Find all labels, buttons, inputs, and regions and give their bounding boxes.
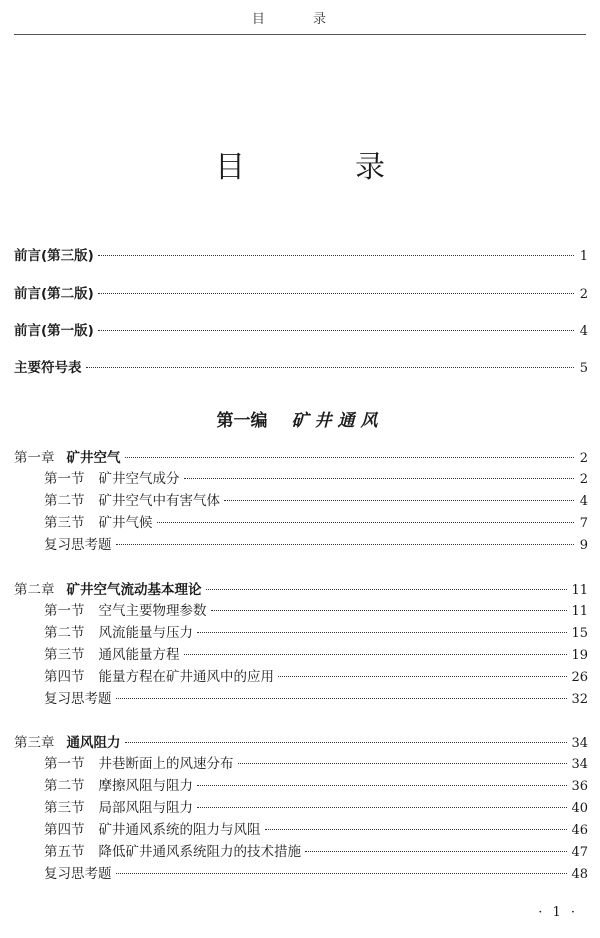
toc-entry-preface-1[interactable] <box>14 321 588 341</box>
toc-section-3-4[interactable] <box>44 820 588 840</box>
toc-page-number: 2 <box>579 451 588 466</box>
toc-page-number: 26 <box>571 670 588 685</box>
chapter-title: 矿井空气 <box>66 450 121 466</box>
section-title: 矿井空气中有害气体 <box>98 493 220 509</box>
toc-section-3-5[interactable] <box>44 842 588 862</box>
toc-review-questions-1[interactable] <box>44 535 588 555</box>
section-title: 空气主要物理参数 <box>98 603 207 619</box>
dot-leader <box>116 697 568 699</box>
page-title: 目 录 <box>215 150 425 185</box>
toc-section-3-3[interactable] <box>44 798 588 818</box>
section-title: 降低矿井通风系统阻力的技术措施 <box>98 844 301 860</box>
toc-entry-label: 主要符号表 <box>14 360 82 376</box>
toc-page-number: 11 <box>571 604 588 619</box>
dot-leader <box>86 366 575 368</box>
dot-leader <box>206 588 568 590</box>
toc-section-2-3[interactable] <box>44 645 588 665</box>
section-number: 第二节 <box>44 493 85 509</box>
dot-leader <box>224 499 574 501</box>
toc-page-number: 48 <box>571 867 588 882</box>
toc-page-number: 9 <box>579 538 588 553</box>
running-header: 目 录 <box>14 8 586 35</box>
part-title: 矿井通风 <box>291 411 384 431</box>
section-number: 第二节 <box>44 625 85 641</box>
chapter-title: 矿井空气流动基本理论 <box>66 582 202 598</box>
dot-leader <box>125 741 568 743</box>
toc-review-questions-2[interactable] <box>44 689 588 709</box>
section-number: 第四节 <box>44 822 85 838</box>
toc-page-number: 19 <box>571 648 588 663</box>
section-title: 井巷断面上的风速分布 <box>98 756 234 772</box>
toc-section-2-4[interactable] <box>44 667 588 687</box>
toc-section-3-2[interactable] <box>44 776 588 796</box>
dot-leader <box>157 521 575 523</box>
part-number: 第一编 <box>216 411 268 431</box>
dot-leader <box>125 456 575 458</box>
toc-page-number: 46 <box>571 823 588 838</box>
toc-section-1-3[interactable] <box>44 513 588 533</box>
toc-entry-label: 前言(第三版) <box>14 248 94 264</box>
dot-leader <box>278 675 567 677</box>
section-number: 第三节 <box>44 647 85 663</box>
section-number: 第五节 <box>44 844 85 860</box>
toc-page-number: 2 <box>579 287 588 302</box>
dot-leader <box>116 543 575 545</box>
section-title: 摩擦风阻与阻力 <box>98 778 193 794</box>
toc-chapter-1[interactable] <box>14 448 588 468</box>
toc-section-2-1[interactable] <box>44 601 588 621</box>
toc-page-number: 7 <box>579 516 588 531</box>
section-title: 风流能量与压力 <box>98 625 193 641</box>
dot-leader <box>98 329 574 331</box>
chapter-number: 第二章 <box>14 582 55 598</box>
section-number: 第三节 <box>44 515 85 531</box>
section-title: 矿井空气成分 <box>98 471 180 487</box>
toc-page-number: 36 <box>571 779 588 794</box>
toc-page-number: 4 <box>579 324 588 339</box>
section-title: 通风能量方程 <box>98 647 180 663</box>
chapter-title: 通风阻力 <box>66 735 121 751</box>
dot-leader <box>197 806 567 808</box>
toc-page-number: 40 <box>571 801 588 816</box>
toc-page-number: 34 <box>571 757 588 772</box>
section-title: 复习思考题 <box>44 537 112 553</box>
toc-section-3-1[interactable] <box>44 754 588 774</box>
section-title: 能量方程在矿井通风中的应用 <box>98 669 274 685</box>
toc-page-number: 4 <box>579 494 588 509</box>
section-number: 第一节 <box>44 471 85 487</box>
toc-review-questions-3[interactable] <box>44 864 588 884</box>
toc-chapter-2[interactable] <box>14 580 588 600</box>
section-title: 复习思考题 <box>44 866 112 882</box>
dot-leader <box>305 850 567 852</box>
dot-leader <box>211 609 568 611</box>
dot-leader <box>184 653 568 655</box>
toc-entry-preface-3[interactable] <box>14 246 588 266</box>
part-heading <box>0 410 600 432</box>
section-title: 矿井气候 <box>98 515 153 531</box>
toc-entry-symbols[interactable] <box>14 358 588 378</box>
dot-leader <box>265 828 568 830</box>
toc-page-number: 2 <box>579 472 588 487</box>
section-number: 第三节 <box>44 800 85 816</box>
toc-entry-label: 前言(第一版) <box>14 323 94 339</box>
dot-leader <box>98 254 574 256</box>
dot-leader <box>98 292 574 294</box>
toc-page-number: 15 <box>571 626 588 641</box>
toc-section-2-2[interactable] <box>44 623 588 643</box>
toc-page-number: 11 <box>571 583 588 598</box>
section-number: 第四节 <box>44 669 85 685</box>
toc-page-number: 1 <box>579 249 588 264</box>
toc-page-number: 32 <box>571 692 588 707</box>
toc-section-1-2[interactable] <box>44 491 588 511</box>
chapter-number: 第三章 <box>14 735 55 751</box>
toc-section-1-1[interactable] <box>44 469 588 489</box>
dot-leader <box>197 631 567 633</box>
section-title: 复习思考题 <box>44 691 112 707</box>
dot-leader <box>238 762 568 764</box>
section-number: 第一节 <box>44 756 85 772</box>
toc-entry-preface-2[interactable] <box>14 284 588 304</box>
toc-page-number: 47 <box>571 845 588 860</box>
toc-entry-label: 前言(第二版) <box>14 286 94 302</box>
section-title: 矿井通风系统的阻力与风阻 <box>98 822 261 838</box>
section-number: 第二节 <box>44 778 85 794</box>
toc-chapter-3[interactable] <box>14 733 588 753</box>
dot-leader <box>184 477 575 479</box>
toc-page-number: 34 <box>571 736 588 751</box>
dot-leader <box>197 784 567 786</box>
section-title: 局部风阻与阻力 <box>98 800 193 816</box>
toc-page-number: 5 <box>579 361 588 376</box>
chapter-number: 第一章 <box>14 450 55 466</box>
page-number-footer: · 1 · <box>538 905 578 920</box>
dot-leader <box>116 872 568 874</box>
section-number: 第一节 <box>44 603 85 619</box>
